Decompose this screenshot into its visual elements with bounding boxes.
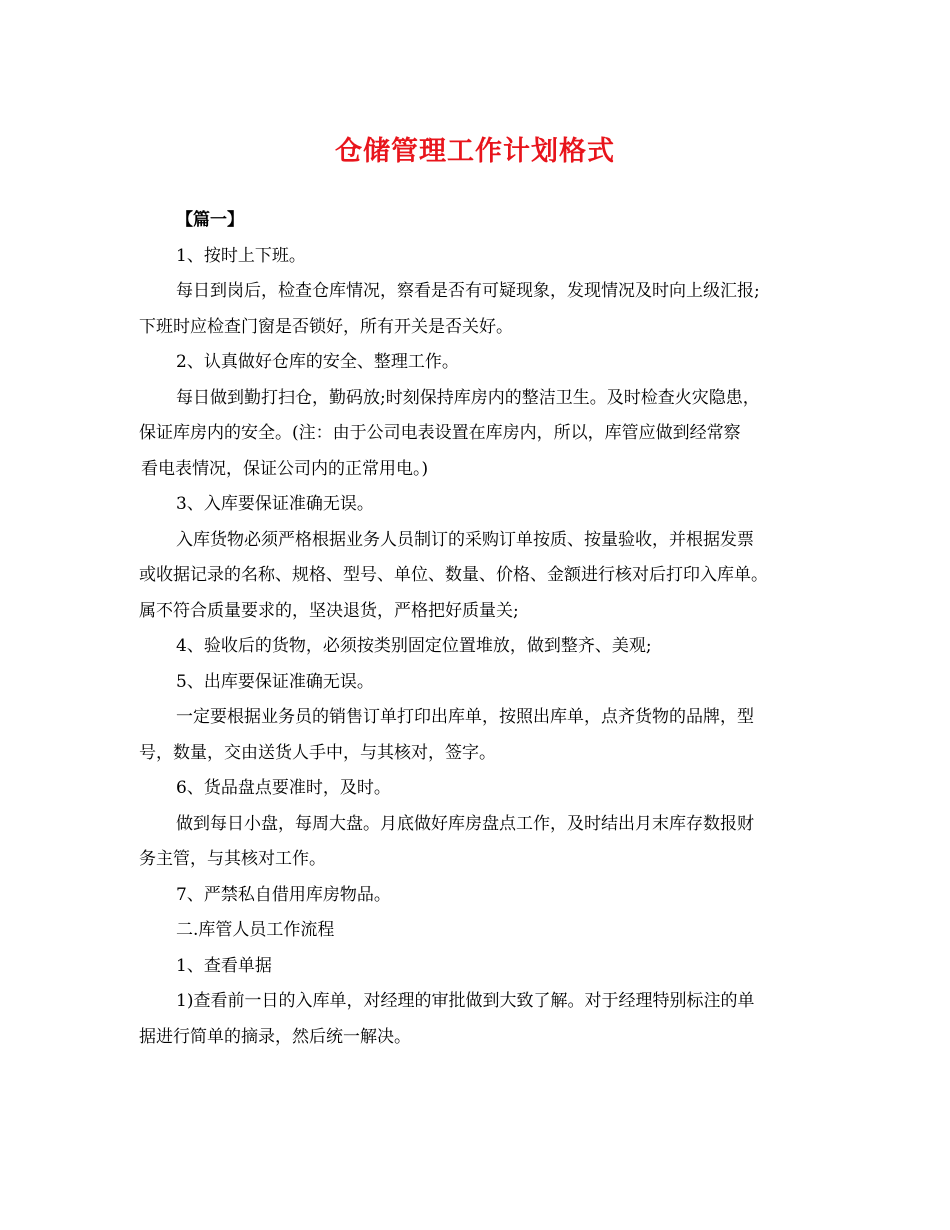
paragraph-line: 3、入库要保证准确无误。 bbox=[176, 494, 374, 514]
paragraph-line: 下班时应检查门窗是否锁好，所有开关是否关好。 bbox=[139, 316, 513, 337]
paragraph-line: 务主管，与其核对工作。 bbox=[139, 849, 326, 869]
paragraph-line: 6、货品盘点要准时，及时。 bbox=[176, 778, 391, 798]
paragraph-line: 2、认真做好仓库的安全、整理工作。 bbox=[176, 352, 459, 372]
paragraph-line: 每日到岗后，检查仓库情况，察看是否有可疑现象，发现情况及时向上级汇报; bbox=[176, 281, 760, 301]
paragraph-line: 号，数量，交由送货人手中，与其核对，签字。 bbox=[139, 742, 496, 763]
paragraph-line: 入库货物必须严格根据业务人员制订的采购订单按质、按量验收，并根据发票 bbox=[176, 529, 754, 550]
paragraph-line: 5、出库要保证准确无误。 bbox=[176, 671, 374, 692]
paragraph-line: 1、按时上下班。 bbox=[176, 245, 306, 266]
section-heading: 【篇一】 bbox=[176, 210, 244, 230]
paragraph-line: 做到每日小盘，每周大盘。月底做好库房盘点工作，及时结出月末库存数报财 bbox=[176, 813, 754, 834]
paragraph-line: 一定要根据业务员的销售订单打印出库单，按照出库单，点齐货物的品牌，型 bbox=[176, 707, 754, 727]
paragraph-line: 据进行简单的摘录，然后统一解决。 bbox=[139, 1026, 411, 1047]
paragraph-line: 7、严禁私自借用库房物品。 bbox=[176, 884, 391, 905]
paragraph-line: 4、验收后的货物，必须按类别固定位置堆放，做到整齐、美观; bbox=[176, 636, 652, 656]
paragraph-line: 1、查看单据 bbox=[176, 955, 272, 976]
paragraph-line: 保证库房内的安全。(注：由于公司电表设置在库房内，所以，库管应做到经常察 bbox=[139, 423, 741, 443]
paragraph-line: 或收据记录的名称、规格、型号、单位、数量、价格、金额进行核对后打印入库单。 bbox=[139, 565, 768, 585]
paragraph-line: 属不符合质量要求的，坚决退货，严格把好质量关; bbox=[139, 600, 519, 621]
document-body bbox=[139, 203, 819, 1055]
paragraph-line: 看电表情况，保证公司内的正常用电。) bbox=[141, 458, 429, 479]
paragraph-line: 二.库管人员工作流程 bbox=[176, 920, 335, 940]
paragraph-line: 每日做到勤打扫仓，勤码放;时刻保持库房内的整洁卫生。及时检查火灾隐患， bbox=[176, 387, 760, 408]
document-title: 仓储管理工作计划格式 bbox=[335, 136, 615, 167]
paragraph-line: 1)查看前一日的入库单，对经理的审批做到大致了解。对于经理特别标注的单 bbox=[176, 991, 755, 1011]
